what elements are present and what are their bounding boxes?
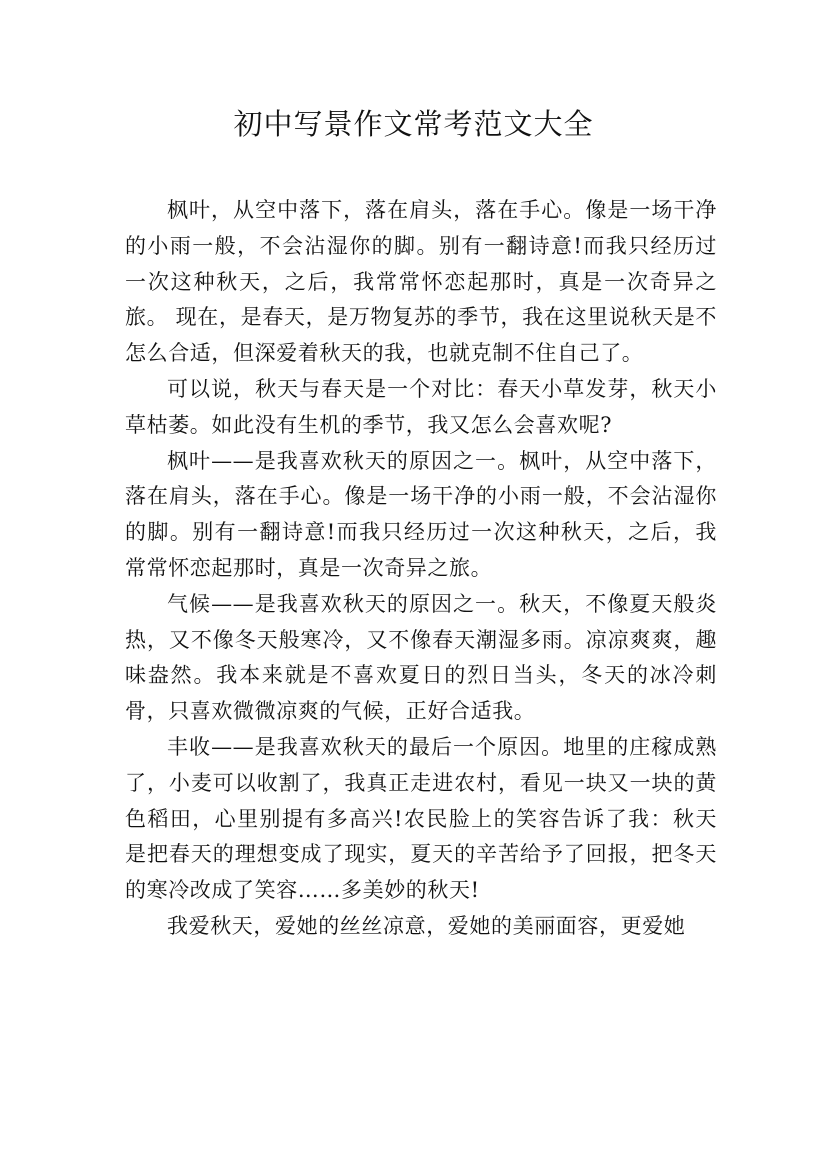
paragraph-6: 我爱秋天，爱她的丝丝凉意，爱她的美丽面容，更爱她 (167, 913, 686, 938)
document-title: 初中写景作文常考范文大全 (233, 107, 594, 141)
document-body (125, 193, 717, 945)
paragraph-4: 气候——是我喜欢秋天的原因之一。秋天，不像夏天般炎热，又不像冬天般寒冷，又不像春天潮湿多雨。凉凉爽爽，趣味盎然。我本来就是不喜欢夏日的烈日当头，冬天的冰冷刺骨，只喜欢微微凉爽的气候，正好合适我。 (125, 591, 717, 724)
paragraph-5: 丰收——是我喜欢秋天的最后一个原因。地里的庄稼成熟了，小麦可以收割了，我真正走进农村，看见一块又一块的黄色稻田，心里别提有多高兴!农民脸上的笑容告诉了我：秋天是把春天的理想变成了现实，夏天的辛苦给予了回报，把冬天的寒冷改成了笑容……多美妙的秋天! (125, 734, 717, 903)
paragraph-2: 可以说，秋天与春天是一个对比：春天小草发芽，秋天小草枯萎。如此没有生机的季节，我又怎么会喜欢呢? (125, 376, 717, 437)
paragraph-1: 枫叶，从空中落下，落在肩头，落在手心。像是一场干净的小雨一般，不会沾湿你的脚。别有一翻诗意!而我只经历过一次这种秋天，之后，我常常怀恋起那时，真是一次奇异之旅。 现在，是春天，是万物复苏的季节，我在这里说秋天是不怎么合适，但深爱着秋天的我，也就克制不住自己了。 (125, 198, 717, 366)
paragraph-3: 枫叶——是我喜欢秋天的原因之一。枫叶，从空中落下，落在肩头，落在手心。像是一场干净的小雨一般，不会沾湿你的脚。别有一翻诗意!而我只经历过一次这种秋天，之后，我常常怀恋起那时，真是一次奇异之旅。 (125, 448, 717, 580)
